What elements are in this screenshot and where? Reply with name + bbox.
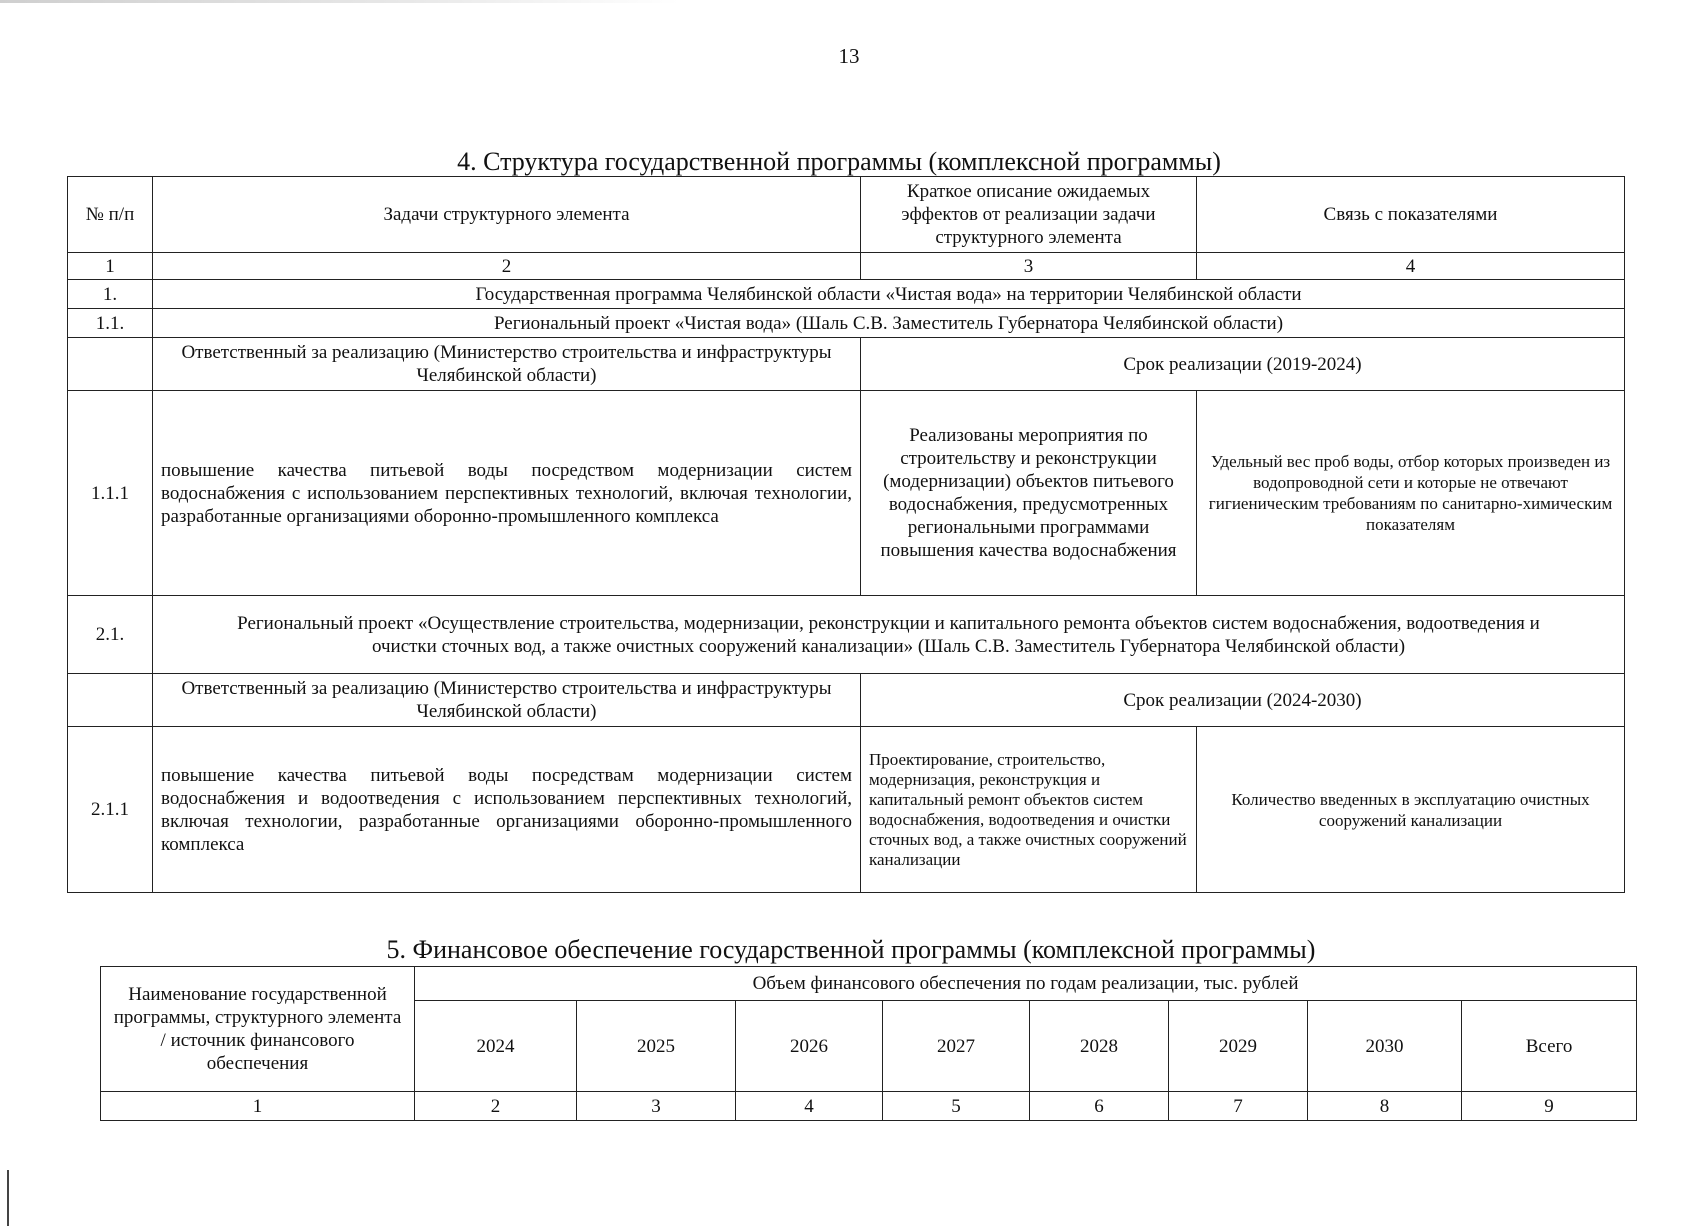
finance-header-row [101, 967, 1637, 1001]
section-5-title: 5. Финансовое обеспечение государственной программы (комплексной программы) [386, 935, 1316, 964]
header-effects: Краткое описание ожидаемых эффектов от реализации задачи структурного элемента [861, 177, 1197, 253]
project-title: Региональный проект «Чистая вода» (Шаль С.В. Заместитель Губернатора Челябинской области) [153, 309, 1625, 338]
indicator-text: Удельный вес проб воды, отбор которых произведен из водопроводной сети и которые не отвечают гигиеническим требованиям по санитарно-химическим показателям [1197, 391, 1625, 596]
structure-table [67, 176, 1625, 893]
total-header: Всего [1462, 1001, 1637, 1092]
col-number: 3 [861, 253, 1197, 280]
col-number: 4 [1197, 253, 1625, 280]
project-row [68, 309, 1625, 338]
term-text: Срок реализации (2024-2030) [861, 674, 1625, 727]
responsible-row [68, 674, 1625, 727]
col-number: 4 [736, 1092, 883, 1121]
year-header: 2029 [1169, 1001, 1308, 1092]
column-number-row [68, 253, 1625, 280]
finance-table [100, 966, 1637, 1121]
empty-cell [68, 338, 153, 391]
col-number: 1 [68, 253, 153, 280]
empty-cell [68, 674, 153, 727]
col-number: 2 [153, 253, 861, 280]
finance-col-number-row [101, 1092, 1637, 1121]
responsible-text: Ответственный за реализацию (Министерство строительства и инфраструктуры Челябинской области) [153, 338, 861, 391]
col-number: 1 [101, 1092, 415, 1121]
scan-edge-artifact [0, 0, 680, 3]
finance-volume-header: Объем финансового обеспечения по годам реализации, тыс. рублей [415, 967, 1637, 1001]
responsible-row [68, 338, 1625, 391]
year-header: 2030 [1308, 1001, 1462, 1092]
program-row [68, 280, 1625, 309]
header-link: Связь с показателями [1197, 177, 1625, 253]
page-number: 13 [838, 44, 860, 68]
col-number: 7 [1169, 1092, 1308, 1121]
section-4-title: 4. Структура государственной программы (комплексной программы) [457, 147, 1221, 176]
year-header: 2026 [736, 1001, 883, 1092]
col-number: 3 [577, 1092, 736, 1121]
effect-text: Реализованы мероприятия по строительству и реконструкции (модернизации) объектов питьевого водоснабжения, предусмотренных региональными программами повышения качества водоснабжения [861, 391, 1197, 596]
indicator-text: Количество введенных в эксплуатацию очистных сооружений канализации [1197, 727, 1625, 893]
year-header: 2024 [415, 1001, 577, 1092]
row-num: 1. [68, 280, 153, 309]
row-num: 2.1.1 [68, 727, 153, 893]
task-row [68, 727, 1625, 893]
program-title: Государственная программа Челябинской области «Чистая вода» на территории Челябинской области [153, 280, 1625, 309]
year-header: 2025 [577, 1001, 736, 1092]
project-row [68, 596, 1625, 674]
col-number: 6 [1030, 1092, 1169, 1121]
header-num: № п/п [68, 177, 153, 253]
term-text: Срок реализации (2019-2024) [861, 338, 1625, 391]
row-num: 1.1. [68, 309, 153, 338]
col-number: 9 [1462, 1092, 1637, 1121]
task-text: повышение качества питьевой воды посредствам модернизации систем водоснабжения и водоотведения с использованием перспективных технологий, включая технологии, разработанные организациями оборонно-промышленного комплекса [153, 727, 861, 893]
col-number: 8 [1308, 1092, 1462, 1121]
row-num: 2.1. [68, 596, 153, 674]
col-number: 2 [415, 1092, 577, 1121]
effect-text: Проектирование, строительство, модернизация, реконструкция и капитальный ремонт объектов систем водоснабжения, водоотведения и очистки сточных вод, а также очистных сооружений канализации [861, 727, 1197, 893]
finance-name-header: Наименование государственной программы, структурного элемента / источник финансового обеспечения [101, 967, 415, 1092]
responsible-text: Ответственный за реализацию (Министерство строительства и инфраструктуры Челябинской области) [153, 674, 861, 727]
col-number: 5 [883, 1092, 1030, 1121]
year-header: 2027 [883, 1001, 1030, 1092]
row-num: 1.1.1 [68, 391, 153, 596]
header-tasks: Задачи структурного элемента [153, 177, 861, 253]
task-text: повышение качества питьевой воды посредством модернизации систем водоснабжения с использованием перспективных технологий, включая технологии, разработанные организациями оборонно-промышленного комплекса [153, 391, 861, 596]
task-row [68, 391, 1625, 596]
year-header: 2028 [1030, 1001, 1169, 1092]
binding-mark [7, 1170, 9, 1226]
project-title: Региональный проект «Осуществление строительства, модернизации, реконструкции и капитального ремонта объектов систем водоснабжения, водоотведения и очистки сточных вод, а также очистных сооружений канализации» (Шаль С.В. Заместитель Губернатора Челябинской области) [153, 596, 1625, 674]
structure-header-row [68, 177, 1625, 253]
